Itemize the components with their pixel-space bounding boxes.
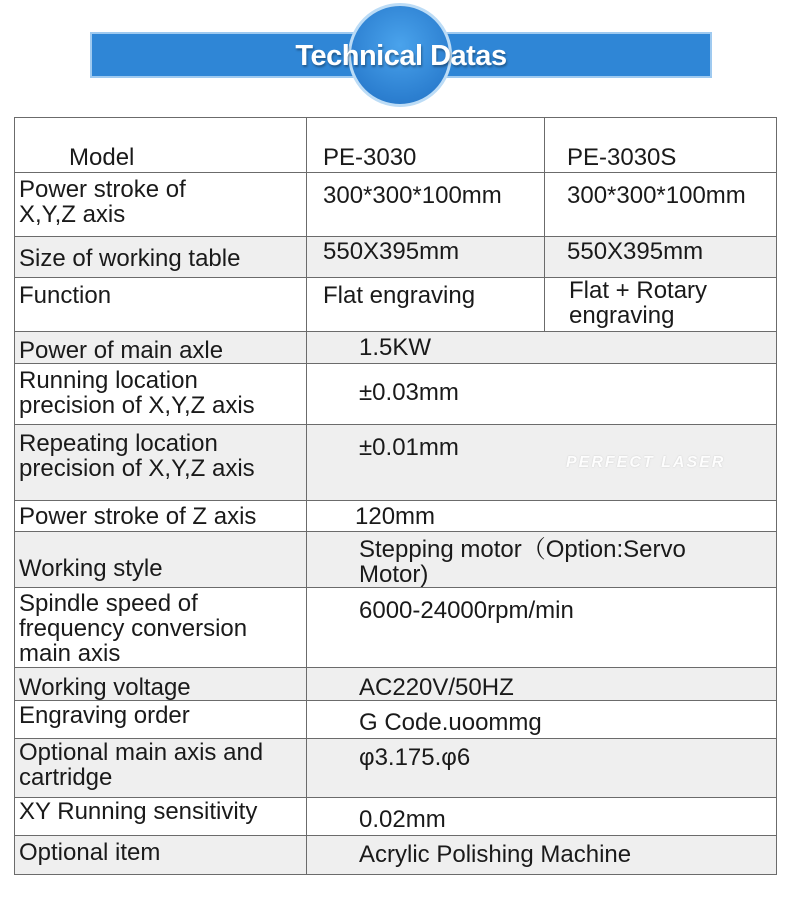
table-row [15,701,777,739]
table-row [15,835,777,874]
row-value: 6000-24000rpm/min [307,587,777,667]
row-label: Running location precision of X,Y,Z axis [15,363,307,424]
table-row [15,277,777,331]
table-row [15,797,777,835]
table-row [15,173,777,237]
header-cell-pe-3030s: PE-3030S [545,118,777,173]
row-label: Engraving order [15,701,307,739]
row-label: Optional main axis and cartridge [15,739,307,797]
row-label: Size of working table [15,237,307,277]
row-value-pe-3030s: 550X395mm [545,237,777,277]
table-row [15,668,777,701]
row-label: Function [15,277,307,331]
row-value: G Code.uoommg [307,701,777,739]
row-value-pe-3030: 550X395mm [307,237,545,277]
header-cell-pe-3030: PE-3030 [307,118,545,173]
row-value-pe-3030: Flat engraving [307,277,545,331]
row-value-pe-3030s: Flat + Rotary engraving [545,277,777,331]
row-value: 120mm [307,501,777,531]
row-value-pe-3030: 300*300*100mm [307,173,545,237]
row-label: Optional item [15,835,307,874]
watermark: PERFECT LASER [566,454,726,471]
table-row [15,237,777,277]
row-label: Power stroke of Z axis [15,501,307,531]
table-row [15,363,777,424]
row-label: Working style [15,531,307,587]
table-row [15,587,777,667]
row-value: AC220V/50HZ [307,668,777,701]
row-value: Acrylic Polishing Machine [307,835,777,874]
row-value: Stepping motor（Option:Servo Motor) [307,531,777,587]
row-value: ±0.01mm [307,425,777,501]
table-header-row [15,118,777,173]
row-value: 0.02mm [307,797,777,835]
header-cell-model: Model [15,118,307,173]
table-row [15,501,777,531]
row-label: XY Running sensitivity [15,797,307,835]
table-row [15,531,777,587]
row-value: ±0.03mm [307,363,777,424]
row-value-pe-3030s: 300*300*100mm [545,173,777,237]
row-label: Repeating location precision of X,Y,Z axis [15,425,307,501]
table-row [15,331,777,363]
row-value: 1.5KW [307,331,777,363]
technical-specs-table [14,117,777,875]
row-label: Power stroke of X,Y,Z axis [15,173,307,237]
row-label: Working voltage [15,668,307,701]
row-label: Power of main axle [15,331,307,363]
table-row [15,739,777,797]
row-value: φ3.175.φ6 [307,739,777,797]
row-label: Spindle speed of frequency conversion main axis [15,587,307,667]
page-title: Technical Datas [295,40,507,72]
